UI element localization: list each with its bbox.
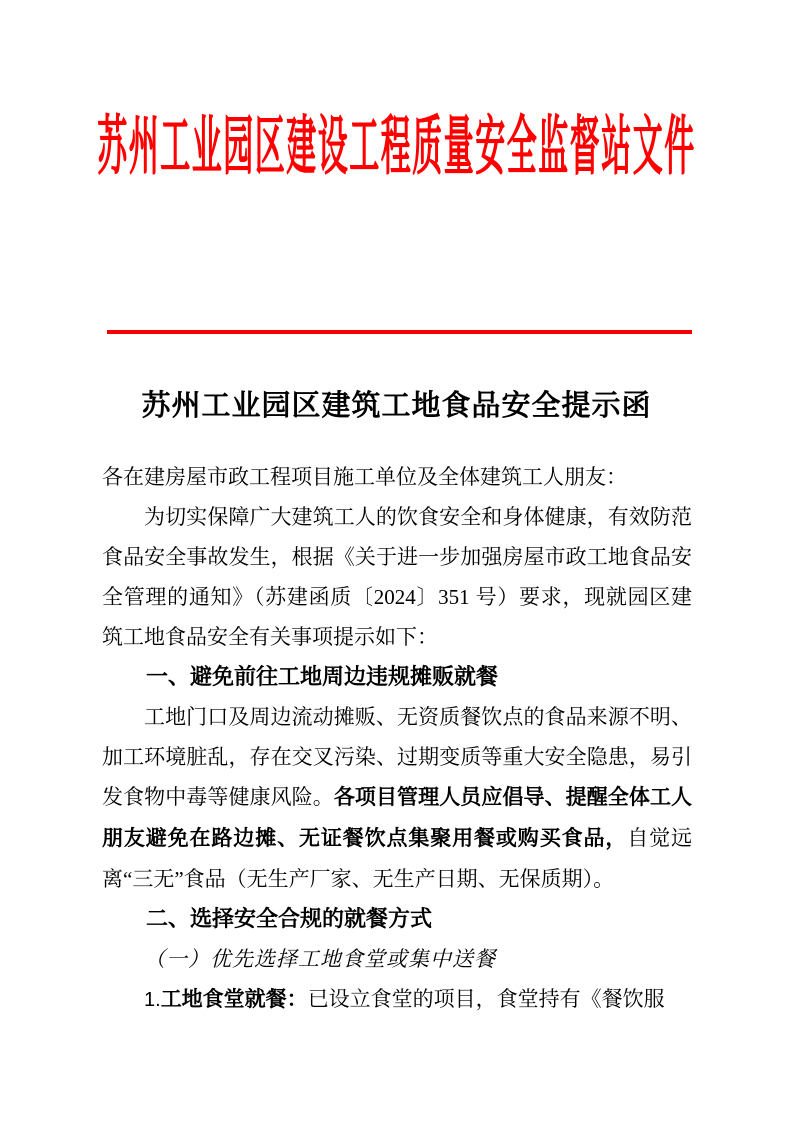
item1-text: 已设立食堂的项目，食堂持有《餐饮服: [307, 987, 665, 1011]
document-title: 苏州工业园区建筑工地食品安全提示函: [141, 390, 652, 422]
section1-text-normal2: 自觉远离“三无”食品（无生产厂家、无生产日期、无保质期）。: [102, 826, 693, 891]
section2-heading: 二、选择安全合规的就餐方式: [146, 906, 433, 931]
section1-paragraph: [102, 697, 692, 899]
section2-item1: [102, 979, 692, 1020]
document-body: [102, 457, 692, 1020]
item1-number: 1.: [144, 989, 161, 1011]
letterhead-org-title: 苏州工业园区建设工程质量安全监督站文件: [97, 112, 696, 184]
item1-label: 工地食堂就餐：: [160, 988, 308, 1011]
intro-paragraph: 为切实保障广大建筑工人的饮食安全和身体健康，有效防范食品安全事故发生，根据《关于进一步加强房屋市政工地食品安全管理的通知》（苏建函质〔2024〕351 号）要求，现就园区建筑工地食品安全有关事项提示如下：: [102, 505, 692, 649]
salutation: 各在建房屋市政工程项目施工单位及全体建筑工人朋友：: [102, 465, 627, 489]
section1-heading: 一、避免前往工地周边违规摊贩就餐: [146, 664, 499, 689]
letterhead-divider: [107, 330, 692, 334]
section2-subheading: （一）优先选择工地食堂或集中送餐: [144, 947, 496, 971]
section1-text-normal1: 工地门口及周边流动摊贩、无资质餐饮点的食品来源不明、加工环境脏乱，存在交叉污染、过期变质等重大安全隐患，易引发食物中毒等健康风险。: [102, 705, 692, 809]
section1-text-bold1: 各项目管理人员应倡导、提醒全体工人朋友避免在路边摊、无证餐饮点集聚用餐或购买食品，: [102, 786, 693, 850]
